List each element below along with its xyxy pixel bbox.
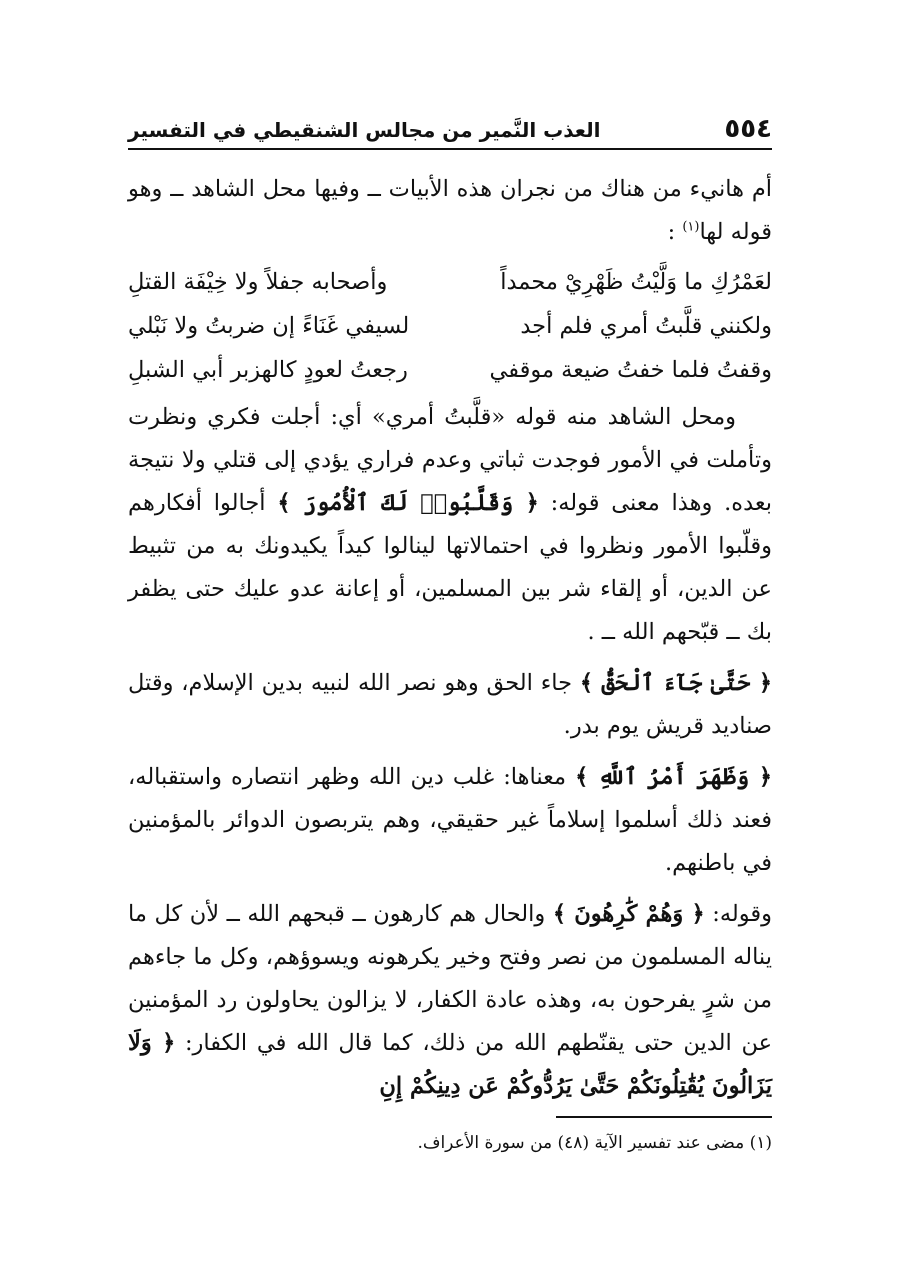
verse-second-hemistich: وأصحابه جفلاً ولا خِيْفَة القتلِ bbox=[128, 268, 388, 295]
poem-verse bbox=[128, 348, 772, 392]
paragraph-text: والحال هم كارهون ــ قبحهم الله ــ لأن كل ما يناله المسلمون من نصر وفتح وخير يكرهونه ويسوؤهم، وكل ما جاءهم من شرٍ يفرحون به، وهذه عادة الكفار، لا يزالون يحاولون رد المؤمنين عن الدين حتى يقنّطهم الله من ذلك، كما قال الله في الكفار: bbox=[128, 901, 772, 1056]
paragraph-text: أجالوا أفكارهم وقلّبوا الأمور ونظروا في احتمالاتها لينالوا كيداً يكيدونك به من تثبيط عن الدين، أو إلقاء شر بين المسلمين، أو إعانة عدو عليك حتى يظفر بك ــ قبّحهم الله ــ . bbox=[128, 490, 772, 645]
intro-line-1: أم هانيء من هناك من نجران هذه الأبيات ــ وفيها محل الشاهد ــ bbox=[170, 176, 773, 202]
poem-verse bbox=[128, 260, 772, 304]
running-title: العذب النَّمير من مجالس الشنقيطي في التفسير bbox=[128, 118, 601, 142]
page-number: ٥٥٤ bbox=[724, 114, 772, 144]
footnote-reference: (١) bbox=[682, 219, 700, 235]
verse-first-hemistich: لعَمْرُكِ ما وَلَّيْتُ ظَهْرِيْ محمداً bbox=[500, 268, 772, 295]
paragraph-witness bbox=[128, 396, 772, 654]
paragraph-text: جاء الحق وهو نصر الله لنبيه بدين الإسلام، وقتل صناديد قريش يوم بدر. bbox=[128, 670, 772, 739]
paragraph-text: معناها: غلب دين الله وظهر انتصاره واستقباله، فعند ذلك أسلموا إسلاماً غير حقيقي، وهم يتربصون الدوائر بالمؤمنين في باطنهم. bbox=[128, 764, 772, 876]
poem-verse bbox=[128, 304, 772, 348]
paragraph-text: ومحل الشاهد منه قوله «قلَّبتُ أمري» أي: أجلت فكري ونظرت وتأملت في الأمور فوجدت ثباتي وعدم فراري يؤدي إلى قتلي ولا نتيجة بعده. وهذا معنى قوله: bbox=[128, 404, 772, 516]
quran-quote: ﴿ وَلَا يَزَالُونَ يُقَٰتِلُونَكُمْ حَتَّىٰ يَرُدُّوكُمْ عَن دِينِكُمْ إِنِ bbox=[128, 1030, 772, 1099]
footnote: (١) مضى عند تفسير الآية (٤٨) من سورة الأعراف. bbox=[417, 1133, 772, 1153]
verse-first-hemistich: ولكنني قلَّبتُ أمري فلم أجد bbox=[520, 312, 772, 339]
page-header bbox=[128, 108, 772, 150]
poem bbox=[128, 260, 772, 392]
intro-line-2: وهو قوله لها bbox=[128, 176, 772, 245]
verse-second-hemistich: لسيفي غَنَاءً إن ضربتُ ولا نَبْلي bbox=[128, 312, 410, 339]
intro-paragraph bbox=[128, 168, 772, 254]
paragraph-command bbox=[128, 756, 772, 885]
main-text bbox=[128, 168, 772, 1108]
quran-quote: ﴿ وَقَلَّبُوا۟ لَكَ ٱلْأُمُورَ ﴾ bbox=[277, 490, 539, 516]
paragraph-lead: وقوله: bbox=[712, 901, 772, 927]
quran-quote: ﴿ وَهُمْ كَٰرِهُونَ ﴾ bbox=[552, 901, 705, 927]
paragraph-haters bbox=[128, 893, 772, 1108]
verse-first-hemistich: وقفتُ فلما خفتُ ضيعة موقفي bbox=[489, 356, 772, 383]
quran-quote: ﴿ وَظَهَرَ أَمْرُ ٱللَّهِ ﴾ bbox=[575, 764, 773, 790]
verse-second-hemistich: رجعتُ لعودٍ كالهزبر أبي الشبلِ bbox=[128, 356, 408, 383]
footnote-divider bbox=[556, 1116, 772, 1118]
quran-quote: ﴿ حَتَّىٰ جَآءَ ٱلْحَقُّ ﴾ bbox=[579, 670, 773, 696]
paragraph-truth bbox=[128, 662, 772, 748]
intro-colon: : bbox=[667, 219, 676, 245]
